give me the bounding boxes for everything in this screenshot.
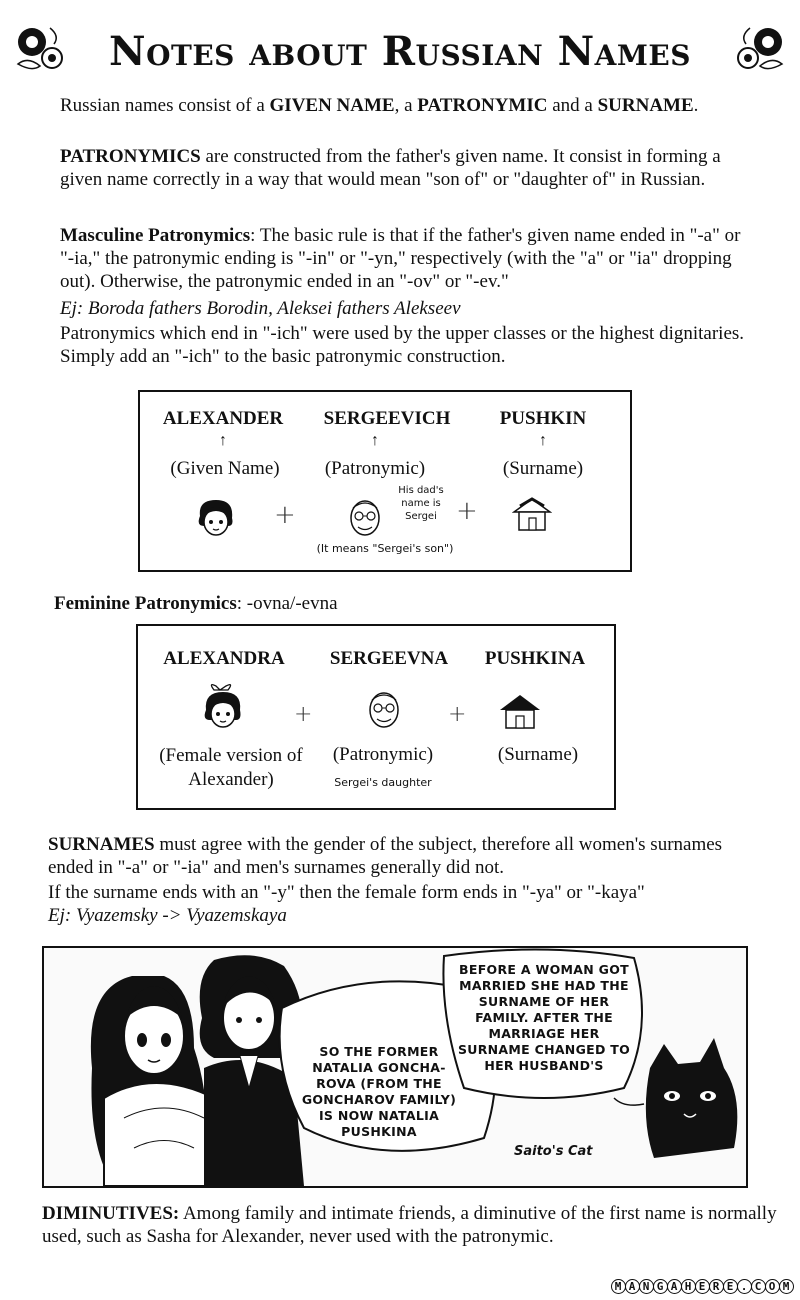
feminine-paragraph: Feminine Patronymics: -ovna/-evna: [54, 593, 338, 614]
meaning-note: (It means "Sergei's son"): [316, 542, 454, 555]
surname-ending-rule: If the surname ends with an "-y" then the female form ends in "-ya" or "-kaya": [48, 882, 645, 903]
patronymic-sergeevna: SERGEEVNA: [329, 648, 449, 669]
panel-caption: Saito's Cat: [514, 1144, 593, 1159]
patronymic-label: (Patronymic): [324, 458, 426, 479]
surname-pushkina: PUSHKINA: [484, 648, 586, 669]
father-face-icon: [364, 688, 404, 732]
diminutives-heading: DIMINUTIVES:: [42, 1203, 180, 1224]
speech-bubble-right: BEFORE A WOMAN GOT MARRIED SHE HAD THE SURNAME OF HER FAMILY. AFTER THE MARRIAGE HER SURNAME CHANGED TO HER HUSBAND'S: [457, 962, 631, 1073]
feminine-heading: Feminine Patronymics: [54, 593, 237, 614]
surname-label: (Surname): [502, 458, 584, 479]
masculine-example: Ej: Boroda fathers Borodin, Aleksei fathers Alekseev: [60, 298, 461, 319]
masculine-example-box: [138, 390, 632, 572]
masculine-paragraph: Masculine Patronymics: The basic rule is that if the father's given name ended in "-a" or "-ia," the patronymic ending is "-in" or "-yn," respectively (with the "a" or "ia" dropping out). Otherwise, the patronymic ended in an "-ov" or "-ev.": [60, 225, 741, 292]
female-version-label: (Female version of Alexander): [159, 745, 303, 790]
up-arrow-icon: ↑: [371, 432, 379, 449]
plus-sign: +: [456, 496, 478, 526]
up-arrow-icon: ↑: [219, 432, 227, 449]
watermark-logo: M A N G A H E R E . C O M: [612, 1279, 794, 1294]
house-icon: [512, 496, 552, 532]
surnames-paragraph: SURNAMES must agree with the gender of the subject, therefore all women's surnames ended in "-a" or "-ia" and men's surnames generally did not.: [48, 834, 723, 878]
patronymic-label: (Patronymic): [332, 744, 434, 765]
daughter-note: Sergei's daughter: [334, 776, 432, 789]
surname-example: Ej: Vyazemsky -> Vyazemskaya: [48, 905, 287, 926]
given-name-alexander: ALEXANDER: [162, 408, 284, 429]
plus-sign: +: [294, 702, 313, 727]
manga-panel: [42, 946, 748, 1188]
patronymic-sergeevich: SERGEEVICH: [323, 408, 451, 429]
plus-sign: +: [448, 702, 467, 727]
plus-sign: +: [274, 500, 296, 530]
father-face-icon: [345, 496, 385, 540]
feminine-example-box: [136, 624, 616, 810]
intro-paragraph: Russian names consist of a GIVEN NAME, a PATRONYMIC and a SURNAME.: [60, 95, 699, 116]
diminutives-paragraph: DIMINUTIVES: Among family and intimate friends, a diminutive of the first name is normally used, such as Sasha for Alexander, never used with the patronymic.: [42, 1203, 777, 1247]
patronymics-paragraph: PATRONYMICS are constructed from the father's given name. It consist in forming a given name correctly in a way that would mean "son of" or "daughter of" in Russian.: [60, 146, 721, 190]
up-arrow-icon: ↑: [539, 432, 547, 449]
patronymics-heading: PATRONYMICS: [60, 146, 201, 167]
surnames-heading: SURNAMES: [48, 834, 155, 855]
speech-bubble-left: SO THE FORMER NATALIA GONCHA-ROVA (FROM THE GONCHAROV FAMILY) IS NOW NATALIA PUSHKINA: [301, 1044, 457, 1139]
house-icon: [498, 692, 542, 730]
alexandra-face-icon: [198, 682, 248, 734]
given-name-alexandra: ALEXANDRA: [163, 648, 285, 669]
given-name-label: (Given Name): [170, 458, 280, 479]
dad-name-note: His dad's name is Sergei: [398, 485, 444, 522]
surname-pushkin: PUSHKIN: [499, 408, 587, 429]
masculine-heading: Masculine Patronymics: [60, 225, 251, 246]
alexander-face-icon: [194, 496, 238, 540]
surname-label: (Surname): [497, 744, 579, 765]
page-title: Notes about Russian Names: [109, 28, 691, 75]
ich-paragraph: Patronymics which end in "-ich" were used by the upper classes or the highest dignitaries. Simply add an "-ich" to the basic patronymic construction.: [60, 323, 745, 367]
